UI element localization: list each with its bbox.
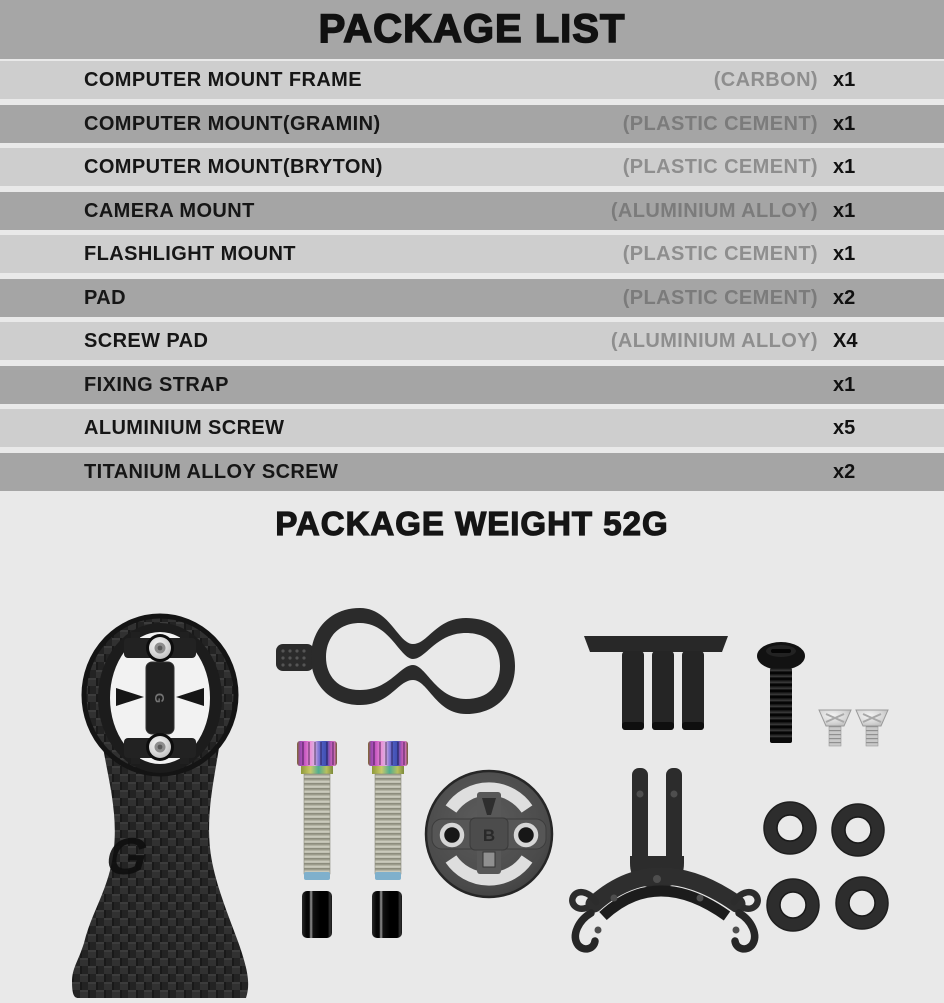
brand-logo: G bbox=[103, 828, 151, 886]
page-title: PACKAGE LIST bbox=[318, 7, 626, 51]
black-screw-illustration bbox=[757, 642, 805, 743]
components-photo bbox=[0, 558, 944, 1003]
item-material: (PLASTIC CEMENT) bbox=[622, 156, 818, 178]
item-qty: x5 bbox=[833, 417, 856, 439]
package-row bbox=[0, 453, 944, 491]
fixing-strap-illustration bbox=[276, 608, 515, 714]
item-material: (ALUMINIUM ALLOY) bbox=[610, 330, 818, 352]
item-material: (PLASTIC CEMENT) bbox=[622, 112, 818, 135]
item-name: PAD bbox=[84, 286, 126, 309]
insert-screw-top bbox=[146, 634, 174, 662]
item-material: (ALUMINIUM ALLOY) bbox=[610, 199, 818, 222]
item-material: (CARBON) bbox=[713, 69, 818, 91]
item-qty: x1 bbox=[833, 373, 856, 396]
item-qty: x1 bbox=[833, 243, 856, 265]
item-name: CAMERA MOUNT bbox=[84, 199, 255, 222]
bryton-insert-letter: B bbox=[482, 826, 496, 845]
screw-pads-illustration bbox=[764, 802, 888, 931]
page-header bbox=[0, 0, 944, 59]
package-row bbox=[0, 279, 944, 317]
item-qty: x1 bbox=[833, 199, 856, 222]
item-material: (PLASTIC CEMENT) bbox=[622, 243, 818, 265]
item-name: FLASHLIGHT MOUNT bbox=[84, 243, 296, 265]
item-qty: x1 bbox=[833, 156, 856, 178]
item-qty: x1 bbox=[833, 112, 856, 135]
item-name: SCREW PAD bbox=[84, 330, 209, 352]
titanium-screws-illustration bbox=[297, 741, 408, 880]
package-row bbox=[0, 235, 944, 273]
item-qty: x2 bbox=[833, 460, 856, 483]
package-row bbox=[0, 148, 944, 186]
item-name: TITANIUM ALLOY SCREW bbox=[84, 460, 339, 483]
package-row bbox=[0, 192, 944, 230]
package-row bbox=[0, 105, 944, 143]
item-name: ALUMINIUM SCREW bbox=[84, 417, 285, 439]
bryton-mount-illustration bbox=[426, 771, 552, 897]
insert-screw-bottom bbox=[146, 733, 174, 761]
aluminium-screws-illustration bbox=[819, 710, 888, 746]
package-row bbox=[0, 366, 944, 404]
package-row bbox=[0, 322, 944, 360]
package-weight-title: PACKAGE WEIGHT 52G bbox=[275, 504, 669, 542]
item-name: COMPUTER MOUNT FRAME bbox=[84, 69, 362, 91]
item-qty: x1 bbox=[833, 69, 856, 91]
package-list-table bbox=[0, 59, 944, 491]
package-row bbox=[0, 409, 944, 447]
camera-mount-illustration bbox=[584, 636, 728, 730]
item-name: COMPUTER MOUNT(BRYTON) bbox=[84, 156, 383, 178]
garmin-insert bbox=[116, 632, 204, 764]
item-qty: x2 bbox=[833, 286, 856, 309]
item-name: FIXING STRAP bbox=[84, 373, 229, 396]
carbon-mount-frame-illustration bbox=[72, 616, 248, 998]
item-qty: X4 bbox=[833, 330, 858, 352]
item-name: COMPUTER MOUNT(GRAMIN) bbox=[84, 112, 381, 135]
garmin-insert-letter: G bbox=[152, 692, 167, 704]
flashlight-mount-illustration bbox=[572, 768, 757, 949]
package-row bbox=[0, 61, 944, 99]
pads-illustration bbox=[302, 891, 402, 938]
item-material: (PLASTIC CEMENT) bbox=[622, 286, 818, 309]
